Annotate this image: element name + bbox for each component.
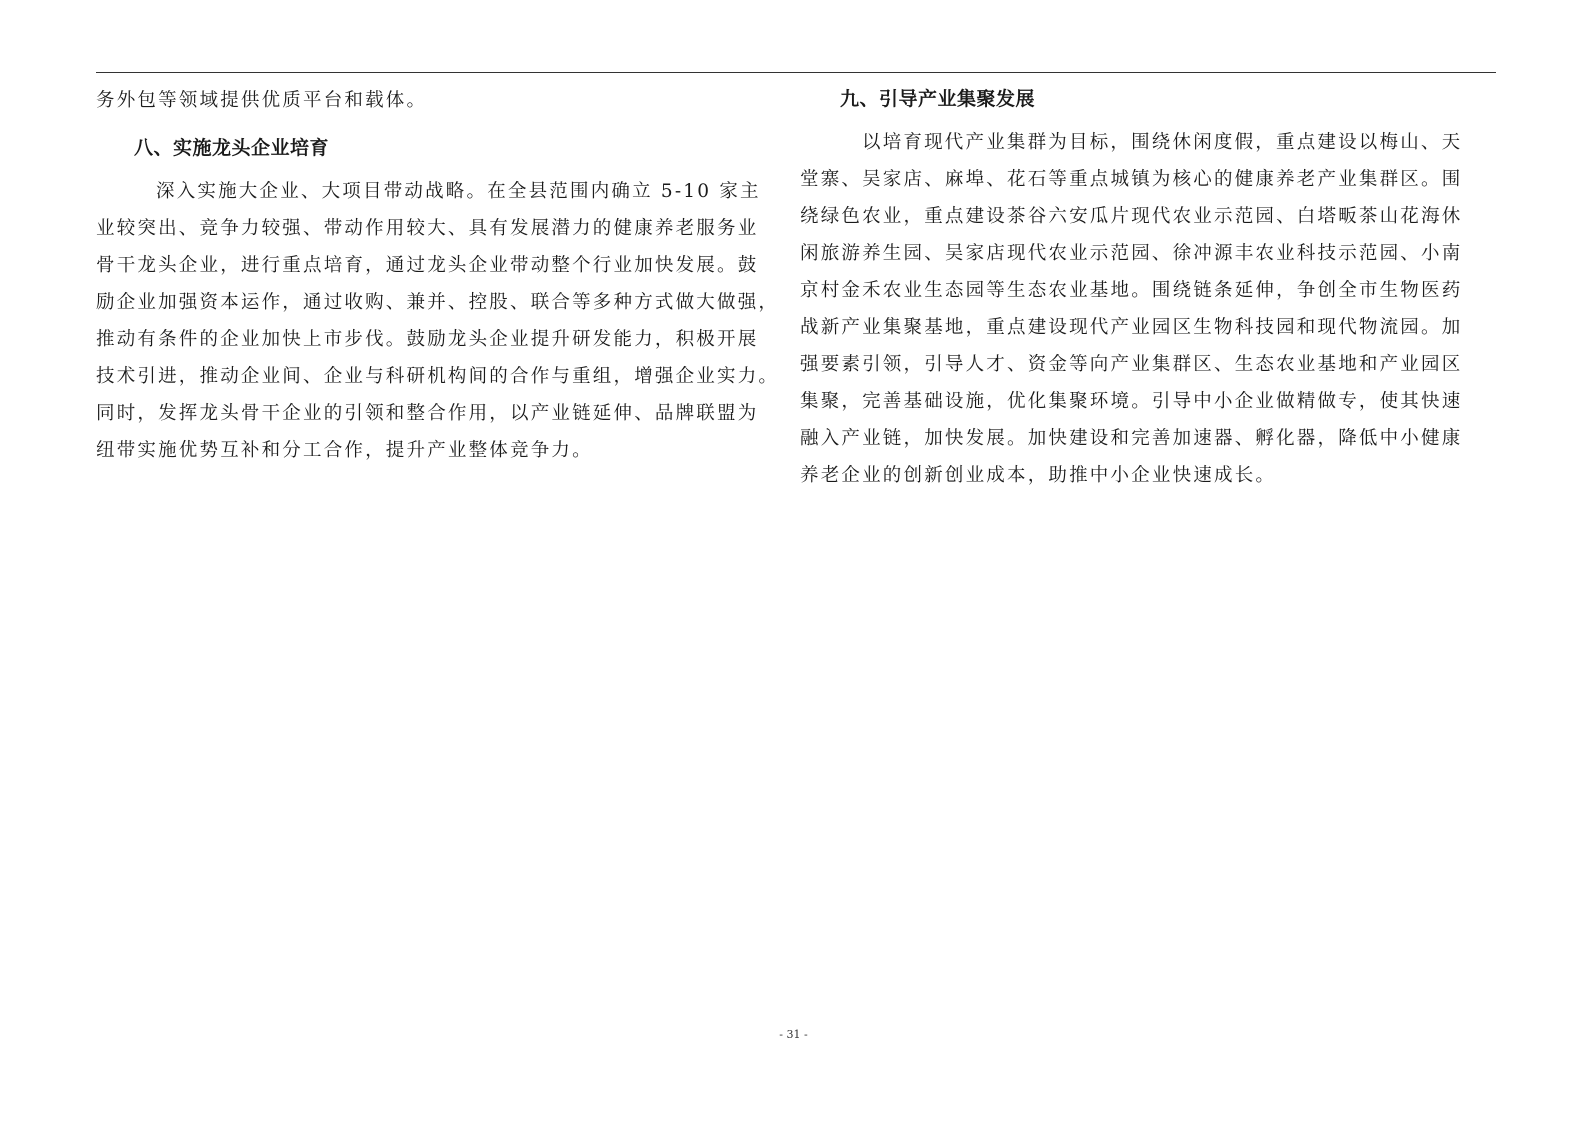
paragraph-line: 纽带实施优势互补和分工合作，提升产业整体竞争力。: [96, 440, 593, 461]
paragraph-line: 战新产业集聚基地，重点建设现代产业园区生物科技园和现代物流园。加: [800, 317, 1463, 338]
header-rule: [96, 72, 1496, 73]
paragraph-line: 同时，发挥龙头骨干企业的引领和整合作用，以产业链延伸、品牌联盟为: [96, 403, 759, 424]
section-heading-9: 九、引导产业集聚发展: [840, 88, 1036, 110]
paragraph-line: 励企业加强资本运作，通过收购、兼并、控股、联合等多种方式做大做强，: [96, 292, 780, 313]
paragraph-line: 业较突出、竞争力较强、带动作用较大、具有发展潜力的健康养老服务业: [96, 218, 759, 239]
section-heading-8: 八、实施龙头企业培育: [134, 137, 330, 159]
paragraph-line: 技术引进，推动企业间、企业与科研机构间的合作与重组，增强企业实力。: [96, 366, 780, 387]
paragraph-line: 深入实施大企业、大项目带动战略。在全县范围内确立 5-10 家主: [156, 181, 761, 202]
page-number: - 31 -: [779, 1028, 808, 1041]
paragraph-line: 闲旅游养生园、吴家店现代农业示范园、徐冲源丰农业科技示范园、小南: [800, 243, 1463, 264]
paragraph-line: 养老企业的创新创业成本，助推中小企业快速成长。: [800, 465, 1277, 486]
paragraph-line: 集聚，完善基础设施，优化集聚环境。引导中小企业做精做专，使其快速: [800, 391, 1463, 412]
paragraph-line: 堂寨、吴家店、麻埠、花石等重点城镇为核心的健康养老产业集群区。围: [800, 169, 1463, 190]
right-column: [800, 82, 1468, 494]
continued-text-line: 务外包等领域提供优质平台和载体。: [96, 90, 428, 111]
paragraph-line: 强要素引领，引导人才、资金等向产业集群区、生态农业基地和产业园区: [800, 354, 1463, 375]
paragraph-line: 融入产业链，加快发展。加快建设和完善加速器、孵化器，降低中小健康: [800, 428, 1463, 449]
paragraph-line: 推动有条件的企业加快上市步伐。鼓励龙头企业提升研发能力，积极开展: [96, 329, 759, 350]
paragraph-line: 骨干龙头企业，进行重点培育，通过龙头企业带动整个行业加快发展。鼓: [96, 255, 759, 276]
paragraph-line: 京村金禾农业生态园等生态农业基地。围绕链条延伸，争创全市生物医药: [800, 280, 1463, 301]
paragraph-line: 以培育现代产业集群为目标，围绕休闲度假，重点建设以梅山、天: [862, 132, 1463, 153]
left-column: [96, 82, 780, 469]
paragraph-line: 绕绿色农业，重点建设茶谷六安瓜片现代农业示范园、白塔畈茶山花海休: [800, 206, 1463, 227]
